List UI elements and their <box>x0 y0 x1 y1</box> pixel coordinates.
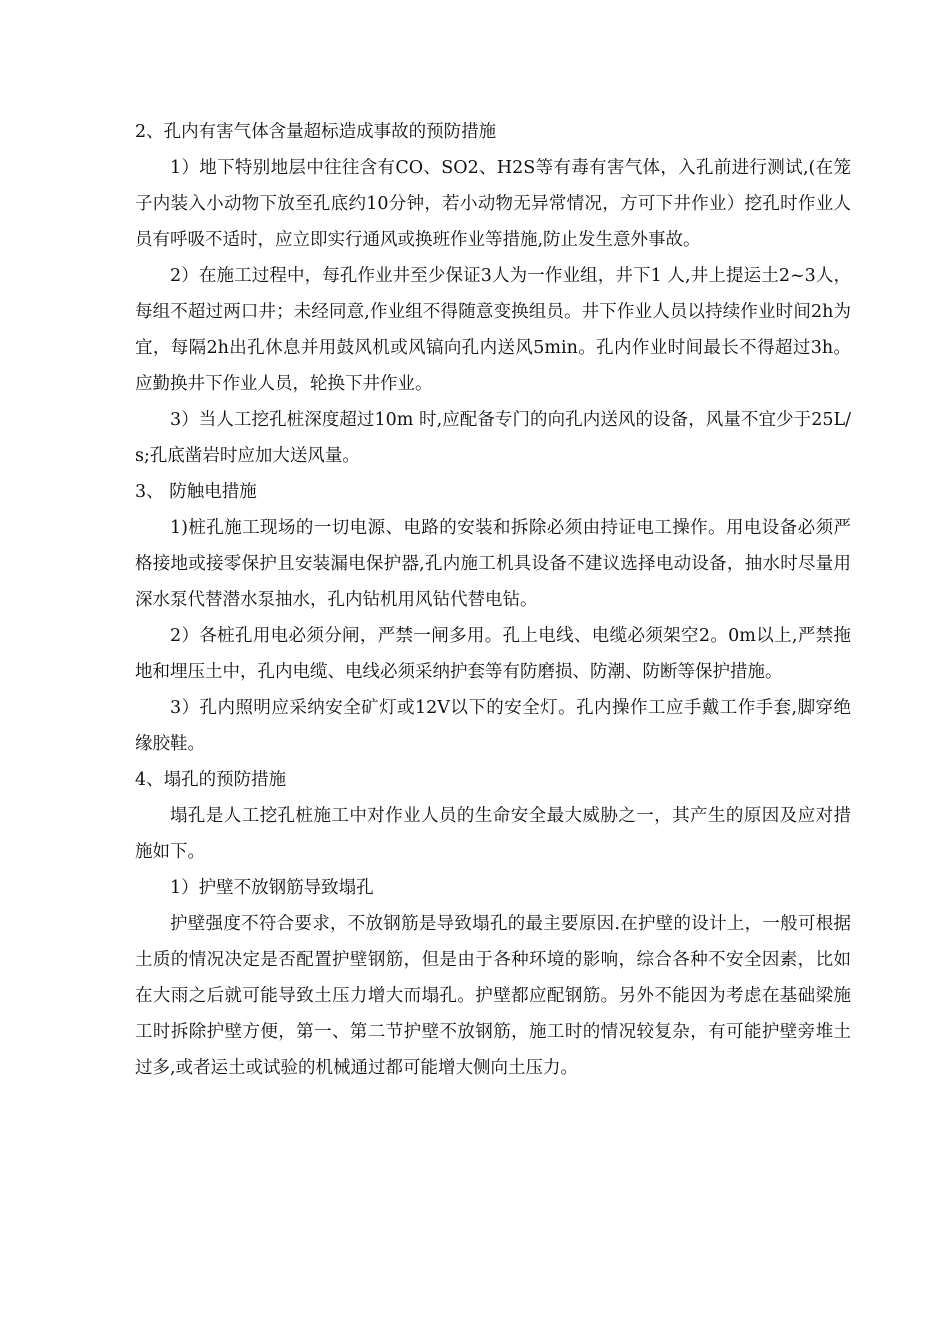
paragraph-gas-testing: 1）地下特别地层中往往含有CO、SO2、H2S等有毒有害气体，入孔前进行测试,(在笼子内装入小动物下放至孔底约10分钟，若小动物无异常情况，方可下井作业）挖孔时作业人员有呼吸不适时，应立即实行通风或换班作业等措施,防止发生意外事故。 <box>135 158 851 250</box>
section-heading-electric-shock: 3、 防触电措施 <box>135 482 257 502</box>
section-heading-collapse: 4、塌孔的预防措施 <box>135 770 287 790</box>
document-body <box>135 114 851 1086</box>
paragraph-ventilation: 3）当人工挖孔桩深度超过10m 时,应配备专门的向孔内送风的设备，风量不宜少于25L/s;孔底凿岩时应加大送风量。 <box>135 410 851 466</box>
paragraph-work-groups: 2）在施工过程中，每孔作业井至少保证3人为一作业组，井下1 人,井上提运土2~3人，每组不超过两口井；未经同意,作业组不得随意变换组员。井下作业人员以持续作业时间2h为宜，每隔2h出孔休息并用鼓风机或风镐向孔内送风5min。孔内作业时间最长不得超过3h。应勤换井下作业人员，轮换下井作业。 <box>135 266 851 394</box>
paragraph-collapse-intro: 塌孔是人工挖孔桩施工中对作业人员的生命安全最大威胁之一，其产生的原因及应对措施如下。 <box>135 806 851 862</box>
paragraph-lighting: 3）孔内照明应采纳安全矿灯或12V以下的安全灯。孔内操作工应手戴工作手套,脚穿绝缘胶鞋。 <box>135 698 851 754</box>
paragraph-rebar-subheading: 1）护壁不放钢筋导致塌孔 <box>170 878 374 898</box>
paragraph-separate-switches: 2）各桩孔用电必须分闸，严禁一闸多用。孔上电线、电缆必须架空2。0m以上,严禁拖地和埋压土中，孔内电缆、电线必须采纳护套等有防磨损、防潮、防断等保护措施。 <box>135 626 851 682</box>
paragraph-rebar-detail: 护壁强度不符合要求，不放钢筋是导致塌孔的最主要原因.在护壁的设计上，一般可根据土质的情况决定是否配置护壁钢筋，但是由于各种环境的影响，综合各种不安全因素，比如在大雨之后就可能导致土压力增大而塌孔。护壁都应配钢筋。另外不能因为考虑在基础梁施工时拆除护壁方便，第一、第二节护壁不放钢筋，施工时的情况较复杂，有可能护壁旁堆土过多,或者运土或试验的机械通过都可能增大侧向土压力。 <box>135 914 851 1078</box>
paragraph-power-installation: 1)桩孔施工现场的一切电源、电路的安装和拆除必须由持证电工操作。用电设备必须严格接地或接零保护且安装漏电保护器,孔内施工机具设备不建议选择电动设备，抽水时尽量用深水泵代替潜水泵抽水，孔内钻机用风钻代替电钻。 <box>135 518 851 610</box>
section-heading-toxic-gas: 2、孔内有害气体含量超标造成事故的预防措施 <box>135 122 497 142</box>
